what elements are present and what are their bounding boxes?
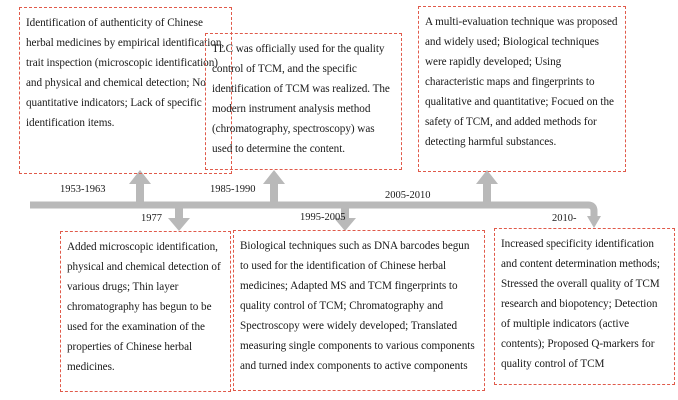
period-box-2010: Increased specificity identification and content determination methods; Stressed the overall quality of TCM research and biopotency; Detection of multiple indicators (active contents); Proposed Q-markers for quality control of TCM bbox=[494, 228, 675, 385]
year-label-1995-2005: 1995-2005 bbox=[300, 212, 346, 223]
arrow-2005-2010-head bbox=[476, 170, 498, 184]
arrow-1953-1963-shaft bbox=[136, 182, 144, 202]
year-label-2010: 2010- bbox=[552, 213, 577, 224]
year-label-1977: 1977 bbox=[141, 213, 162, 224]
year-label-1953-1963: 1953-1963 bbox=[60, 184, 106, 195]
arrow-1985-1990-head bbox=[263, 170, 285, 184]
period-box-1985-1990: TLC was officially used for the quality control of TCM, and the specific identification of TCM was realized. The modern instrument analysis method (chromatography, spectroscopy) was used to determine the content. bbox=[205, 33, 402, 170]
period-box-1977: Added microscopic identification, physical and chemical detection of various drugs; Thin layer chromatography has begun to be used for the examination of the properties of Chinese herbal medicines. bbox=[60, 231, 231, 392]
arrow-2005-2010-shaft bbox=[483, 182, 491, 202]
timeline-end-arrow bbox=[587, 216, 601, 228]
year-label-2005-2010: 2005-2010 bbox=[385, 190, 431, 201]
period-box-1995-2005: Biological techniques such as DNA barcodes begun to used for the identification of Chinese herbal medicines; Adapted MS and TCM fingerprints to quality control of TCM; Chromatography and Spectroscopy were widely developed; Translated measuring single components to various components and turned index components to active components bbox=[233, 230, 485, 391]
period-box-2005-2010: A multi-evaluation technique was proposed and widely used; Biological techniques were rapidly developed; Using characteristic maps and fingerprints to qualitative and quantitative; Focued on the safety of TCM, and added methods for detecting harmful substances. bbox=[418, 6, 626, 172]
arrow-1977-head bbox=[168, 218, 190, 231]
arrow-1985-1990-shaft bbox=[270, 182, 278, 202]
period-box-1953-1963: Identification of authenticity of Chinese herbal medicines by empirical identification, trait inspection (microscopic identification) and physical and chemical detection; No quantitative indicators; Lack of specific identification items. bbox=[19, 7, 232, 174]
year-label-1985-1990: 1985-1990 bbox=[210, 184, 256, 195]
